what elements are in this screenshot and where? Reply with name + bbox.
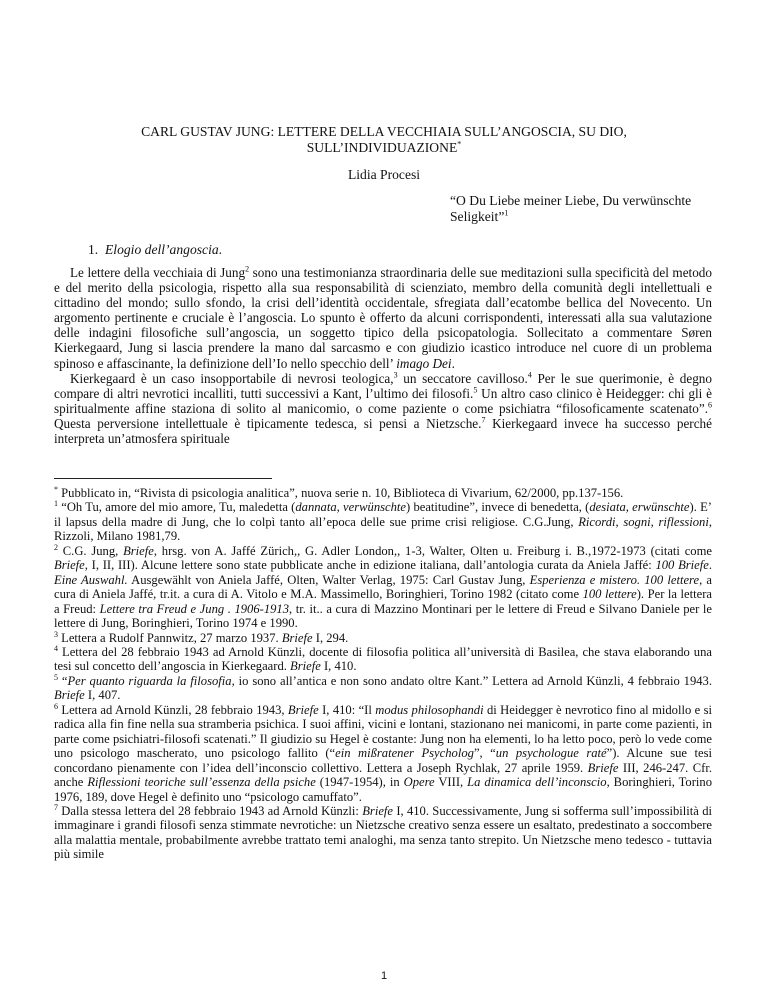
text-run: .: [451, 355, 455, 371]
text-run: , I, II, III). Alcune lettere sono state pubblicate anche in edizione italiana, dall’antologia curata da Aniela Jaffé:: [84, 558, 656, 573]
italic-run: La dinamica dell’inconscio: [467, 775, 607, 790]
footnote-4: [54, 645, 712, 674]
text-run: Pubblicato in, “Rivista di psicologia analitica”, nuova serie n. 10, Biblioteca di Vivarium, 62/2000, pp.137-156.: [58, 486, 624, 500]
title-line-2-text: SULL’INDIVIDUAZIONE: [306, 139, 458, 155]
footnote-2: [54, 544, 712, 631]
text-run: I, 407.: [84, 688, 121, 703]
text-run: Kierkegaard è un caso insopportabile di nevrosi teologica,: [70, 370, 394, 386]
italic-run: Esperienza e mistero. 100 lettere: [529, 572, 700, 587]
text-run: I, 410: “Il: [318, 702, 376, 717]
italic-run: modus philosophandi: [375, 702, 484, 717]
text-run: sono una testimonianza straordinaria delle sue meditazioni sulla specificità del metodo e del merito della psicologia, rispetto alla sua responsabilità di scienziato, membro della comunità degli intellettuali e cittadino del mondo; sullo sfondo, la crisi dell’identità occidentale, sfregiata dall’ecatombe bellica del Novecento. Un argomento pertinente e cruciale è l’angoscia. Lo spunto è offerto da alcuni corrispondenti, interessati alla sua valutazione delle indagini filosofiche sull’angoscia, un soggetto tipico della psicopatologia. Sollecitato a commentare Søren Kierkegaard, Jung si lascia prendere la mano dal sarcasmo e con giudizio icastico introduce nel cuore di un problema spinoso e affascinante, la definizione dell’Io nello specchio dell’: [54, 265, 712, 371]
footnote-mark: 5: [54, 672, 58, 682]
title-line-2: [80, 140, 688, 156]
footnote-5: [54, 674, 712, 703]
footnote-mark: 4: [54, 643, 58, 653]
italic-run: Briefe: [290, 659, 321, 674]
footnote-mark: 6: [54, 701, 58, 711]
footnote-mark: 2: [54, 542, 58, 552]
footnote-6: [54, 703, 712, 804]
footnote-3: [54, 631, 712, 645]
italic-run: Per quanto riguarda la filosofia,: [67, 673, 235, 688]
text-run: ”, “: [473, 746, 496, 761]
text-run: I, 410.: [320, 659, 357, 674]
epigraph-footnote-mark: 1: [504, 207, 509, 217]
text-run: io sono all’antica e non sono andato oltre Kant.” Lettera ad Arnold Künzli, 4 febbraio 1943.: [234, 673, 713, 688]
text-run: , hrsg. von A. Jaffé Zürich,, G. Adler London,, 1-3, Walter, Olten u. Freiburg i. B.,1972-1973 (citati come: [153, 543, 712, 558]
footnote-7: [54, 804, 712, 862]
footnote-ref-6: 6: [708, 400, 712, 410]
text-run: “: [58, 673, 68, 688]
text-run: ). E’ il lapsus della madre di Jung, che lo colpì tanto all’epoca delle sue prime crisi religiose. C.G.Jung,: [54, 500, 712, 529]
author-name: Lidia Procesi: [347, 167, 421, 182]
text-run: C.G. Jung,: [58, 543, 124, 558]
italic-run: Ricordi, sogni, riflessioni: [578, 514, 709, 529]
italic-run: un psychologue raté: [495, 746, 607, 761]
footnote-mark: 3: [54, 629, 58, 639]
page-number: 1: [380, 970, 388, 982]
text-run: III, 246-247. Cfr. anche: [54, 760, 712, 790]
footnote-ref-4: 4: [527, 370, 532, 380]
footnote-ref-7: 7: [481, 415, 486, 425]
title-footnote-mark: *: [457, 138, 462, 148]
italic-run: Riflessioni teoriche sull’essenza della psiche: [87, 775, 316, 790]
italic-run: Lettere tra Freud e Jung . 1906-1913: [99, 601, 290, 616]
text-run: .: [708, 558, 712, 573]
footnotes: [54, 486, 712, 862]
text-run: un seccatore cavilloso.: [397, 370, 528, 386]
title-line-1: CARL GUSTAV JUNG: LETTERE DELLA VECCHIAIA SULL’ANGOSCIA, SU DIO,: [141, 124, 627, 139]
text-run: ). Per la lettera a Freud:: [54, 587, 713, 616]
footnote-ref-2: 2: [245, 264, 250, 274]
italic-run: Briefe: [54, 558, 85, 573]
text-run: I, 410. Successivamente, Jung si sofferma sull’impossibilità di immaginare i grandi filosofi senza stimmate nevrotiche: un Nietzsche creativo senza essere un esaltato, predestinato a soccombere alla malattia mentale, probabilmente avrebbe trattato temi analoghi, ma senza tanto strepito. Un Nietzsche meno tedesco - tuttavia più simile: [54, 803, 712, 862]
italic-run: 100 Briefe: [655, 558, 709, 573]
text-run: Le lettere della vecchiaia di Jung: [70, 265, 246, 280]
italic-run: ein mißratener Psycholog: [335, 746, 474, 761]
text-run: VIII,: [434, 775, 468, 790]
italic-run: Briefe: [587, 760, 619, 775]
epigraph-line-2-text: Seligkeit”: [450, 208, 505, 224]
text-run: Questa perversione intellettuale è tipicamente tedesca, si pensi a Nietzsche.: [54, 415, 482, 431]
text-run: Lettera del 28 febbraio 1943 ad Arnold Künzli, docente di filosofia politica all’università di Basilea, che stava elaborando una tesi sul concetto dell’angoscia in Kierkegaard.: [54, 644, 712, 674]
footnote-mark: *: [54, 484, 58, 494]
text-run: Un altro caso clinico è Heidegger: chi gli è spiritualmente affine staziona di solito al manicomio, o come paziente o come psichiatra “filosoficamente scatenato”.: [54, 385, 712, 416]
footnote-mark: 1: [54, 499, 58, 509]
italic-run: imago Dei: [396, 355, 452, 371]
italic-run: Briefe: [123, 543, 154, 558]
text-run: Lettera ad Arnold Künzli, 28 febbraio 1943,: [58, 702, 288, 717]
text-run: “Oh Tu, amore del mio amore, Tu, maledetta (: [58, 500, 296, 515]
text-run: Kierkegaard invece ha successo perché interpreta un’atmosfera spirituale: [54, 415, 712, 447]
section-heading: [88, 242, 222, 258]
body-paragraph-2: [54, 371, 712, 446]
epigraph-line-2: [450, 209, 700, 225]
italic-run: dannata, verwünschte: [295, 500, 406, 515]
text-run: ”). Alcune sue tesi concordano pienamente con l’idea dell’inconscio collettivo. Lettera a Joseph Rychlak, 27 aprile 1959.: [54, 746, 713, 775]
italic-run: Opere: [403, 775, 435, 790]
italic-run: Briefe: [287, 702, 319, 717]
footnote-mark: 7: [54, 802, 58, 812]
italic-run: Eine Auswahl.: [54, 572, 128, 587]
section-number: 1.: [88, 242, 99, 257]
text-run: Per le sue querimonie, è degno compare di altri nevrotici incalliti, tutti successivi a Kant, l’ultimo dei filosofi.: [54, 370, 712, 401]
text-run: I, 294.: [312, 630, 349, 645]
footnote-ref-5: 5: [473, 385, 478, 395]
text-run: Dalla stessa lettera del 28 febbraio 1943 ad Arnold Künzli:: [58, 803, 363, 818]
text-run: , a cura di Aniela Jaffé, tr.it. a cura di A. Vitolo e M.A. Massimello, Boringhieri, Torino 1982 (citato come: [54, 572, 713, 602]
italic-run: Briefe: [54, 688, 85, 703]
text-run: , Boringhieri, Torino 1976, 189, dove Hegel è definito uno “psicologo camuffato”.: [54, 775, 713, 804]
section-title: Elogio dell’angoscia: [105, 242, 219, 257]
article-title: [80, 124, 688, 155]
text-run: ) beatitudine”, invece di benedetta, (: [406, 500, 590, 515]
epigraph: [450, 193, 700, 224]
footnote-ref-3: 3: [393, 370, 398, 380]
italic-run: Briefe: [362, 803, 394, 818]
text-run: (1947-1954), in: [315, 775, 404, 790]
epigraph-line-1: “O Du Liebe meiner Liebe, Du verwünschte: [450, 193, 692, 208]
italic-run: Briefe: [281, 630, 313, 645]
body-text: [54, 265, 712, 446]
text-run: , Rizzoli, Milano 1981,79.: [54, 514, 712, 544]
text-run: di Heidegger è nevrotico fino al midollo e si radica alla fin fine nella sua stramberia psichica. I suoi affini, vicini e lontani, stazionano nei manicomi, in parte come pazienti, in parte come psichiatri-filosofi scatenati.” Il giudizio su Hegel è costante: Jung non ha elementi, lo ha letto poco, però lo vede come uno psicologo mascherato, uno psicologo fallito (“: [54, 702, 713, 761]
text-run: Ausgewählt von Aniela Jaffé, Olten, Walter Verlag, 1975: Carl Gustav Jung,: [127, 572, 530, 587]
footnote-separator: [54, 478, 272, 479]
footnote-star: [54, 486, 712, 500]
section-title-end: .: [218, 242, 223, 257]
text-run: Lettera a Rudolf Pannwitz, 27 marzo 1937.: [58, 630, 282, 645]
italic-run: 100 lettere: [582, 587, 637, 602]
text-run: , tr. it.. a cura di Mazzino Montinari per le lettere di Freud e Silvano Daniele per le lettere di Jung, Boringhieri, Torino 1974 e 1990.: [54, 601, 712, 631]
body-paragraph-1: [54, 265, 712, 371]
italic-run: desiata, erwünschte: [589, 500, 690, 515]
footnote-1: [54, 500, 712, 543]
